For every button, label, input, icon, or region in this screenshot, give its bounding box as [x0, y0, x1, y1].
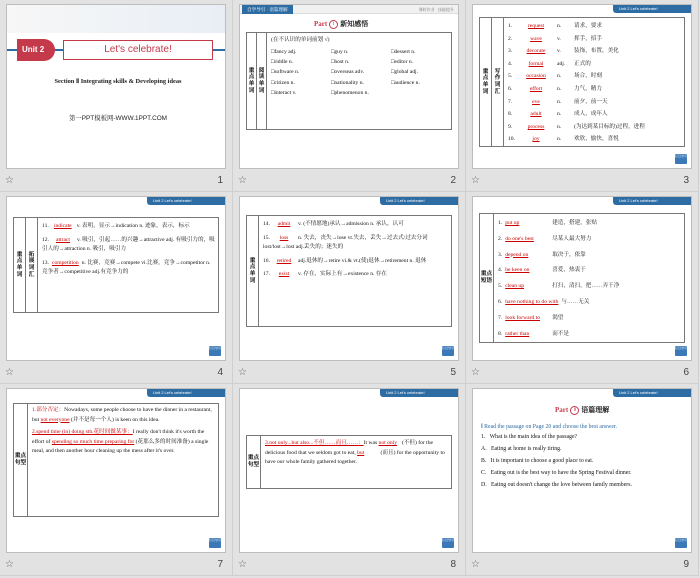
- definition: n. 失去，丧失→lose vt.失去，丢失→过去式/过去分词lost/lost→lost adj.丢失的；迷失的: [263, 234, 428, 251]
- row-number: 4.: [508, 60, 513, 67]
- back-button[interactable]: 栏目导引: [209, 346, 221, 356]
- part-heading: Part Ⅰ 新知感悟: [314, 20, 369, 28]
- phrase: have nothing to do with: [505, 298, 559, 305]
- side-label-a: 重点单词: [480, 18, 492, 146]
- row-number: 8.: [498, 330, 503, 337]
- reading-question: [481, 422, 687, 490]
- slide-number: 8: [450, 559, 456, 570]
- word-row: [42, 222, 216, 232]
- meaning: 装饰，布置，美化: [574, 48, 619, 55]
- part-of-speech: n.: [557, 98, 562, 105]
- word-item: □software n.: [271, 69, 300, 76]
- answer: attract: [56, 236, 70, 243]
- side-label-a: 重点单词: [247, 216, 259, 326]
- answer: occasion: [526, 73, 546, 80]
- definition: v. 存在，实际上有→existence n. 存在: [298, 271, 387, 278]
- meaning: (为达到某目标的)过程，进程: [574, 123, 645, 130]
- slide-title: Let's celebrate!: [63, 40, 213, 60]
- part-heading: Part Ⅱ 语篇理解: [555, 406, 610, 414]
- row-number: 2.: [498, 235, 503, 242]
- word-item: □fancy adj.: [271, 49, 297, 55]
- part-of-speech: adj.: [557, 60, 566, 67]
- word-row: [508, 70, 684, 83]
- word-row: [271, 78, 451, 88]
- answer: indicate: [53, 223, 72, 229]
- slide-number: 1: [217, 175, 223, 186]
- part-number: Ⅰ: [329, 20, 338, 29]
- answer: competition: [52, 259, 79, 266]
- word-item: □interact v.: [271, 89, 297, 96]
- slide-header-tag: Unit 2 Let's celebrate!: [147, 197, 225, 205]
- answer: decorate: [526, 48, 546, 55]
- animation-star-icon[interactable]: ☆: [5, 367, 14, 378]
- slide-number: 7: [217, 559, 223, 570]
- answer: loss: [279, 234, 289, 241]
- sentence-1: 1.部分否定：Nowadays, some people choose to have the dinner in a restaurant, but not everyone (并不是每一个人) is keen on this idea.: [32, 407, 212, 423]
- phrase-row: [498, 216, 684, 232]
- answer: request: [527, 23, 545, 29]
- word-row: [263, 270, 449, 280]
- word-row: [263, 234, 449, 253]
- thumbnail-5[interactable]: [233, 192, 466, 384]
- animation-star-icon[interactable]: ☆: [238, 367, 247, 378]
- phrase: be keen on: [505, 267, 530, 274]
- phrase: depend on: [505, 251, 529, 258]
- phrase-rows: [498, 216, 684, 342]
- back-button[interactable]: 栏目导引: [209, 538, 221, 548]
- slide-4[interactable]: [6, 196, 226, 361]
- side-label-a: 重点单词: [247, 33, 257, 129]
- part-of-speech: n.: [557, 123, 562, 130]
- row-number: 13.: [42, 259, 49, 266]
- word-row: [508, 20, 684, 33]
- phrase-row: [498, 327, 684, 343]
- thumbnail-4[interactable]: [0, 192, 233, 384]
- animation-star-icon[interactable]: ☆: [5, 175, 14, 186]
- instruction: (在不认识的单词前划 √): [271, 37, 330, 43]
- slide-5[interactable]: [239, 196, 459, 361]
- definition: v. 表明，显示→indication n. 迹象，表示，标示: [76, 223, 190, 229]
- part-of-speech: n.: [557, 23, 562, 29]
- meaning: 请求，要求: [574, 23, 602, 29]
- word-row: [508, 33, 684, 46]
- word-row: [42, 236, 216, 255]
- row-number: 10.: [508, 136, 515, 143]
- slide-1[interactable]: [6, 4, 226, 169]
- answer: effort: [529, 85, 543, 92]
- answer: process: [527, 123, 545, 130]
- back-button[interactable]: 栏目导引: [442, 346, 454, 356]
- word-table: [13, 217, 219, 313]
- row-number: 4.: [498, 267, 503, 274]
- slide-header-tag: Unit 2 Let's celebrate!: [380, 389, 458, 397]
- slide-8[interactable]: [239, 388, 459, 553]
- row-number: 7.: [498, 314, 503, 321]
- meaning: 欢欣，愉快，喜悦: [574, 136, 619, 143]
- watermark-text: 第一PPT模板网-WWW.1PPT.COM: [69, 115, 167, 122]
- back-button[interactable]: 栏目导引: [675, 346, 687, 356]
- slide-number: 5: [450, 367, 456, 378]
- word-row: [508, 58, 684, 71]
- sentence-block: 3.not only...but also...不但……而且……：It was not only (不但) for the delicious food that we seldom got to eat, but (而且) for the opportunity to have our whole family gathered together.: [265, 440, 445, 466]
- animation-star-icon[interactable]: ☆: [471, 175, 480, 186]
- word-item: □global adj.: [391, 69, 418, 76]
- answer: wave: [530, 35, 542, 42]
- animation-star-icon[interactable]: ☆: [471, 559, 480, 570]
- option[interactable]: A．Eating at home is really tiring.: [481, 446, 562, 452]
- word-item: □audience n.: [391, 79, 420, 86]
- slide-header-tag: Unit 2 Let's celebrate!: [147, 389, 225, 397]
- slide-number: 4: [217, 367, 223, 378]
- thumbnail-2[interactable]: [233, 0, 466, 192]
- word-row: [271, 67, 451, 77]
- row-number: 3.: [498, 251, 503, 258]
- slide-header-tag: Unit 2 Let's celebrate!: [380, 197, 458, 205]
- word-row: [508, 96, 684, 109]
- meaning: 成人，成年人: [574, 111, 608, 118]
- sentence-table: [13, 403, 219, 517]
- thumbnail-6[interactable]: [466, 192, 699, 384]
- word-row: [508, 133, 684, 146]
- word-row: [263, 257, 449, 267]
- answer: joy: [532, 136, 540, 143]
- word-row: [508, 83, 684, 96]
- definition: n. 比赛，竞赛→compete vi.比赛，竞争→competitor n. 竞争者→competitive adj.有竞争力的: [42, 259, 211, 276]
- option[interactable]: B．It is important to choose a good place to eat.: [481, 458, 594, 464]
- part-of-speech: n.: [557, 136, 562, 143]
- meaning: 渴望: [552, 314, 564, 321]
- word-rows: [263, 220, 449, 284]
- slide-number: 6: [683, 367, 689, 378]
- phrase-row: [498, 295, 684, 311]
- row-number: 3.: [508, 48, 513, 55]
- animation-star-icon[interactable]: ☆: [238, 175, 247, 186]
- phrase-row: [498, 248, 684, 264]
- word-item: □dessert n.: [391, 49, 416, 55]
- row-number: 6.: [498, 298, 503, 305]
- nav-tabs[interactable]: 自学导引 · 语篇理解: [242, 5, 293, 14]
- instruction: Ⅰ Read the passage on Page 20 and choose the best answer.: [481, 424, 617, 430]
- sentence-table: [246, 435, 452, 489]
- word-row: [508, 108, 684, 121]
- meaning: 与……无关: [561, 298, 590, 305]
- row-number: 16.: [263, 257, 270, 264]
- row-number: 12.: [42, 236, 49, 243]
- option[interactable]: D．Eating out doesn't change the love between family members.: [481, 482, 632, 488]
- row-number: 7.: [508, 98, 513, 105]
- answer: eve: [532, 98, 540, 105]
- row-number: 9.: [508, 123, 513, 130]
- row-number: 6.: [508, 85, 513, 92]
- meaning: 打扫，清扫，把……弄干净: [552, 283, 620, 290]
- animation-star-icon[interactable]: ☆: [471, 367, 480, 378]
- word-item: □guy n.: [331, 49, 349, 55]
- side-label-a: 重点句型: [247, 436, 261, 488]
- word-table: [246, 32, 452, 130]
- section-title: Section Ⅱ Integrating skills & Developing ideas: [54, 78, 182, 85]
- option[interactable]: C．Eating out is the best way to have the Spring Festival dinner.: [481, 470, 632, 476]
- phrase: put up: [505, 220, 520, 226]
- meaning: 挥手，招手: [574, 35, 602, 42]
- word-item: □nationality n.: [331, 79, 364, 86]
- meaning: 喜爱，热衷于: [552, 267, 586, 274]
- answer: adult: [530, 111, 542, 118]
- row-number: 11.: [42, 223, 49, 229]
- side-label-a: 重点句型: [14, 404, 28, 516]
- slide-2[interactable]: [239, 4, 459, 169]
- answer: admit: [277, 221, 291, 227]
- phrase-row: [498, 311, 684, 327]
- slide-header-tag: Unit 2 Let's celebrate!: [613, 5, 691, 13]
- slide-number: 3: [683, 175, 689, 186]
- part-of-speech: v.: [557, 48, 561, 55]
- row-number: 1.: [508, 23, 513, 29]
- thumbnail-7[interactable]: [0, 384, 233, 576]
- thumbnail-1[interactable]: [0, 0, 233, 192]
- row-number: 8.: [508, 111, 513, 118]
- nav-right[interactable]: 课时作业 · 技能提升: [418, 7, 454, 12]
- word-rows: [42, 222, 216, 282]
- meaning: 场合，时刻: [574, 73, 602, 80]
- row-number: 2.: [508, 35, 513, 42]
- animation-star-icon[interactable]: ☆: [5, 559, 14, 570]
- row-number: 17.: [263, 271, 270, 278]
- phrase-row: [498, 232, 684, 248]
- sentence-2: 2.spend time (in) doing sth.花时间做某事：I really don't think it's worth the effort of spending so much time preparing for (花那么多的时间准备) a single meal, and then another hour cleaning up the mess after it's over.: [32, 429, 209, 455]
- slide-6[interactable]: [472, 196, 692, 361]
- word-item: □editor n.: [391, 59, 414, 66]
- word-item: □host n.: [331, 59, 350, 66]
- row-number: 14.: [263, 221, 270, 227]
- thumbnail-3[interactable]: [466, 0, 699, 192]
- question: 1．What is the main idea of the passage?: [481, 434, 578, 440]
- side-label-b: 写作词汇: [492, 18, 504, 146]
- meaning: 取决于，依靠: [552, 251, 586, 258]
- row-number: 5.: [508, 73, 513, 80]
- side-label-a: 重点单词: [14, 218, 26, 312]
- word-item: [391, 88, 451, 98]
- phrase: look forward to: [505, 314, 541, 321]
- word-row: [42, 259, 216, 278]
- meaning: 尽某人最大努力: [552, 235, 592, 242]
- slide-number: 9: [683, 559, 689, 570]
- part-number: Ⅱ: [570, 406, 579, 415]
- phrase: rather than: [505, 330, 530, 337]
- answer: exist: [278, 271, 290, 278]
- word-row: [271, 57, 451, 67]
- phrase: clean up: [505, 283, 524, 290]
- side-label-b: 拓展词汇: [26, 218, 38, 312]
- part-of-speech: n.: [557, 85, 562, 92]
- word-row: [263, 220, 449, 230]
- back-button[interactable]: 栏目导引: [675, 538, 687, 548]
- back-button[interactable]: 栏目导引: [442, 538, 454, 548]
- slide-3[interactable]: [472, 4, 692, 169]
- thumbnail-8[interactable]: [233, 384, 466, 576]
- part-of-speech: n.: [557, 73, 562, 80]
- word-row: [271, 88, 451, 98]
- word-row: [508, 45, 684, 58]
- word-item: □riddle n.: [271, 59, 294, 66]
- slide-9[interactable]: [472, 388, 692, 553]
- slide-number: 2: [450, 175, 456, 186]
- word-table: [479, 17, 685, 147]
- row-number: 5.: [498, 283, 503, 290]
- word-item: □overseas adv.: [331, 69, 365, 76]
- row-number: 1.: [498, 220, 503, 226]
- word-item: □citizen n.: [271, 79, 295, 86]
- part-of-speech: n.: [557, 111, 562, 118]
- back-button[interactable]: 栏目导引: [675, 154, 687, 164]
- part-of-speech: v.: [557, 35, 561, 42]
- unit-badge: Unit 2: [17, 39, 55, 61]
- word-rows: [508, 20, 684, 146]
- nav-bar: [240, 5, 459, 14]
- word-row: [508, 121, 684, 134]
- definition: v. (不情愿地)承认→admission n. 承认，认可: [298, 221, 404, 227]
- meaning: 正式的: [574, 60, 591, 67]
- answer: retired: [276, 257, 292, 264]
- phrase: do one's best: [505, 235, 534, 242]
- slide-1-top-band: [7, 5, 226, 33]
- side-label-b: 阅读单词: [257, 33, 267, 129]
- meaning: 前夕，前一天: [574, 98, 608, 105]
- meaning: 建造，搭建，张贴: [552, 220, 597, 226]
- meaning: 而不是: [552, 330, 569, 337]
- slide-7[interactable]: [6, 388, 226, 553]
- slide-header-tag: Unit 2 Let's celebrate!: [613, 389, 691, 397]
- row-number: 15.: [263, 234, 270, 241]
- phrase-row: [498, 263, 684, 279]
- slide-header-tag: Unit 2 Let's celebrate!: [613, 197, 691, 205]
- side-label-a: 重点短语: [480, 214, 494, 342]
- word-table: [246, 215, 452, 327]
- definition: adj.退休的→retire vi.& vt.(使)退休→retirement n. 退休: [298, 257, 427, 264]
- sentence-block: [32, 406, 216, 457]
- word-grid: [271, 47, 451, 98]
- word-row: [271, 47, 451, 57]
- definition: v. 吸引，引起……的兴趣→attractive adj. 有吸引力的，吸引人的→attraction n. 吸引，吸引力: [42, 236, 215, 253]
- word-item: □phenomenon n.: [331, 89, 369, 96]
- phrase-table: [479, 213, 685, 343]
- thumbnail-9[interactable]: [466, 384, 699, 576]
- options: [481, 444, 687, 490]
- answer: formal: [528, 60, 544, 67]
- animation-star-icon[interactable]: ☆: [238, 559, 247, 570]
- meaning: 力气，精力: [574, 85, 602, 92]
- phrase-row: [498, 279, 684, 295]
